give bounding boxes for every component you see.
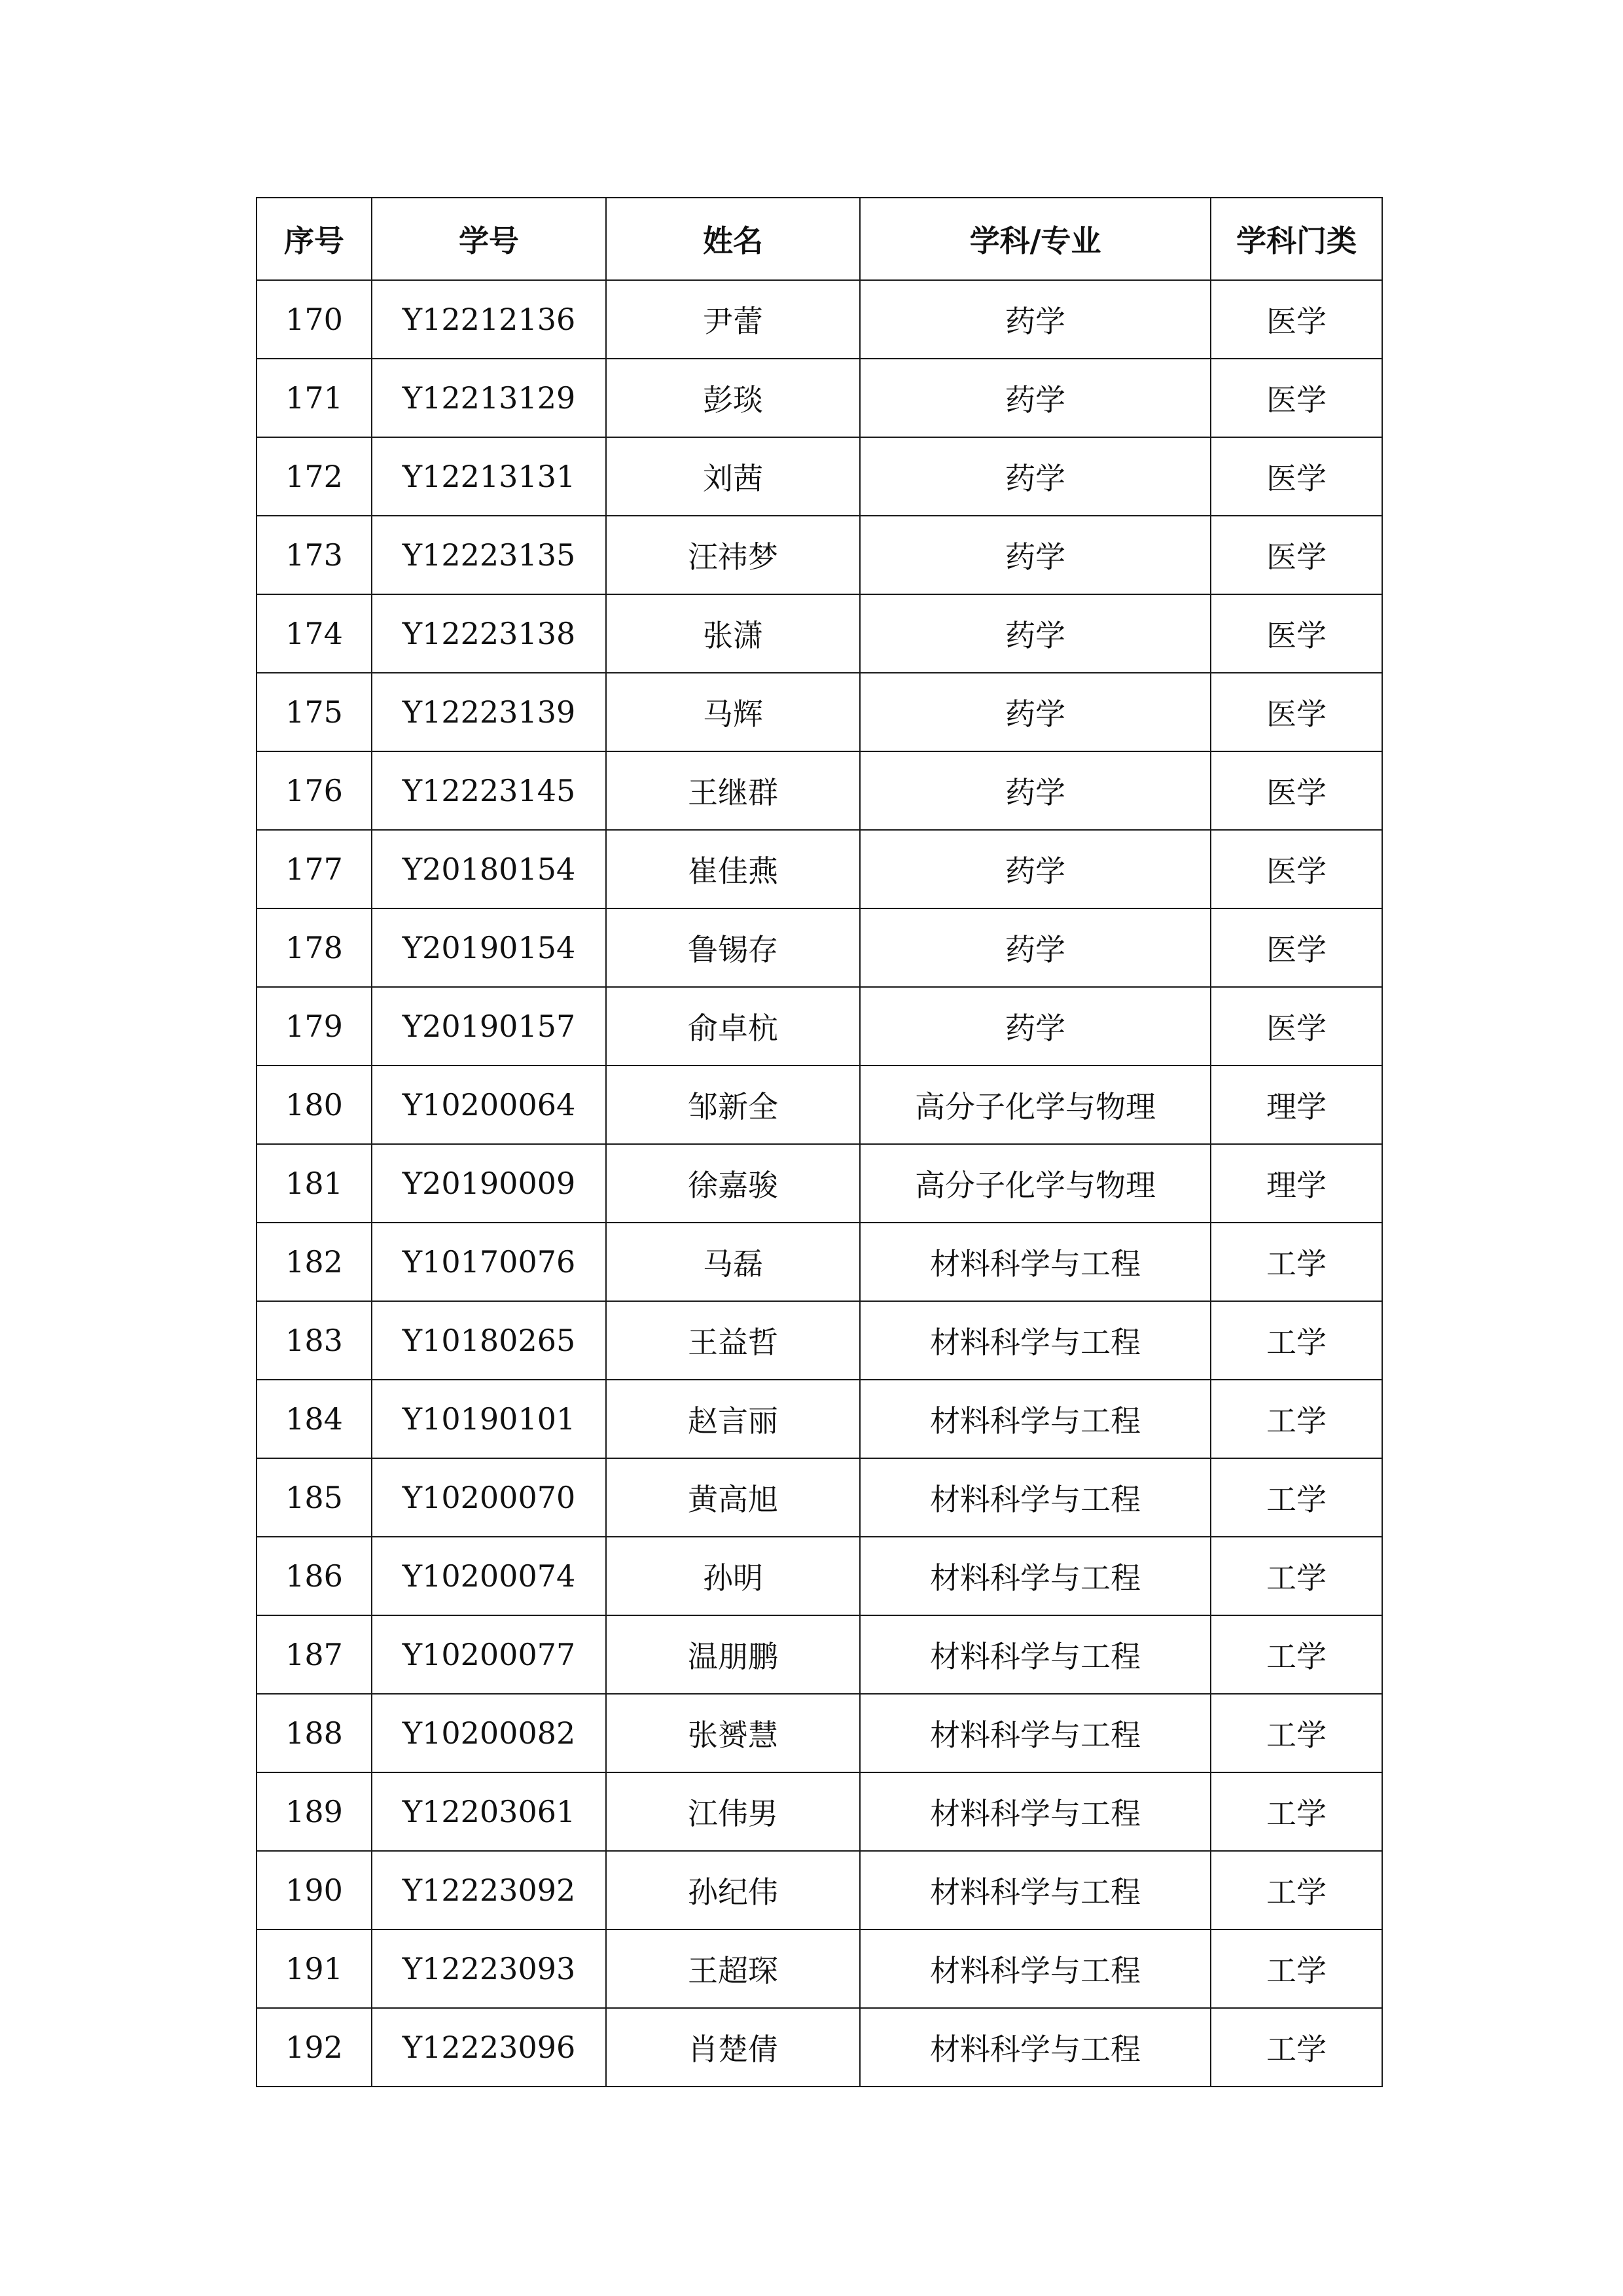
table-header <box>257 198 1382 280</box>
name-cell: 温朋鹏 <box>606 1615 860 1694</box>
major-cell: 药学 <box>860 594 1211 673</box>
table-row <box>257 437 1382 516</box>
student-id-cell: Y12223145 <box>372 751 606 830</box>
serial-number-cell: 180 <box>257 1066 372 1144</box>
category-cell: 理学 <box>1211 1144 1382 1223</box>
serial-number-cell: 182 <box>257 1223 372 1301</box>
student-id-cell: Y10200082 <box>372 1694 606 1772</box>
student-id-cell: Y10200074 <box>372 1537 606 1615</box>
serial-number-cell: 187 <box>257 1615 372 1694</box>
student-id-cell: Y10200064 <box>372 1066 606 1144</box>
category-cell: 工学 <box>1211 1851 1382 1929</box>
header-row <box>257 198 1382 280</box>
serial-number-cell: 190 <box>257 1851 372 1929</box>
category-cell: 医学 <box>1211 359 1382 437</box>
table-row <box>257 908 1382 987</box>
major-cell: 材料科学与工程 <box>860 1458 1211 1537</box>
category-cell: 医学 <box>1211 516 1382 594</box>
student-id-cell: Y12223135 <box>372 516 606 594</box>
major-cell: 材料科学与工程 <box>860 1537 1211 1615</box>
student-roster-table <box>256 197 1383 2087</box>
major-cell: 高分子化学与物理 <box>860 1066 1211 1144</box>
header-category: 学科门类 <box>1211 198 1382 280</box>
category-cell: 医学 <box>1211 830 1382 908</box>
table-row <box>257 1929 1382 2008</box>
table-row <box>257 516 1382 594</box>
header-student-id: 学号 <box>372 198 606 280</box>
major-cell: 材料科学与工程 <box>860 1772 1211 1851</box>
serial-number-cell: 189 <box>257 1772 372 1851</box>
serial-number-cell: 183 <box>257 1301 372 1380</box>
header-serial-number: 序号 <box>257 198 372 280</box>
name-cell: 邹新全 <box>606 1066 860 1144</box>
student-id-cell: Y20190157 <box>372 987 606 1066</box>
student-id-cell: Y10200070 <box>372 1458 606 1537</box>
category-cell: 工学 <box>1211 1772 1382 1851</box>
name-cell: 鲁锡存 <box>606 908 860 987</box>
student-id-cell: Y20190009 <box>372 1144 606 1223</box>
major-cell: 材料科学与工程 <box>860 1380 1211 1458</box>
table-row <box>257 2008 1382 2087</box>
student-id-cell: Y20180154 <box>372 830 606 908</box>
serial-number-cell: 186 <box>257 1537 372 1615</box>
category-cell: 工学 <box>1211 1380 1382 1458</box>
name-cell: 徐嘉骏 <box>606 1144 860 1223</box>
table-row <box>257 1223 1382 1301</box>
name-cell: 张潇 <box>606 594 860 673</box>
major-cell: 材料科学与工程 <box>860 1223 1211 1301</box>
header-major: 学科/专业 <box>860 198 1211 280</box>
name-cell: 黄高旭 <box>606 1458 860 1537</box>
student-id-cell: Y12212136 <box>372 280 606 359</box>
category-cell: 工学 <box>1211 1537 1382 1615</box>
serial-number-cell: 188 <box>257 1694 372 1772</box>
name-cell: 马磊 <box>606 1223 860 1301</box>
serial-number-cell: 192 <box>257 2008 372 2087</box>
category-cell: 工学 <box>1211 1223 1382 1301</box>
table-row <box>257 1380 1382 1458</box>
table-row <box>257 1537 1382 1615</box>
table-row <box>257 1694 1382 1772</box>
serial-number-cell: 175 <box>257 673 372 751</box>
major-cell: 高分子化学与物理 <box>860 1144 1211 1223</box>
major-cell: 药学 <box>860 673 1211 751</box>
student-id-cell: Y12223093 <box>372 1929 606 2008</box>
major-cell: 材料科学与工程 <box>860 1615 1211 1694</box>
table-row <box>257 1458 1382 1537</box>
major-cell: 材料科学与工程 <box>860 1301 1211 1380</box>
name-cell: 刘茜 <box>606 437 860 516</box>
name-cell: 孙纪伟 <box>606 1851 860 1929</box>
student-id-cell: Y12223092 <box>372 1851 606 1929</box>
student-id-cell: Y12223138 <box>372 594 606 673</box>
major-cell: 材料科学与工程 <box>860 1929 1211 2008</box>
category-cell: 工学 <box>1211 2008 1382 2087</box>
major-cell: 材料科学与工程 <box>860 1851 1211 1929</box>
table-row <box>257 987 1382 1066</box>
student-id-cell: Y10170076 <box>372 1223 606 1301</box>
category-cell: 工学 <box>1211 1929 1382 2008</box>
student-id-cell: Y12223139 <box>372 673 606 751</box>
serial-number-cell: 178 <box>257 908 372 987</box>
student-id-cell: Y10180265 <box>372 1301 606 1380</box>
student-id-cell: Y10190101 <box>372 1380 606 1458</box>
name-cell: 俞卓杭 <box>606 987 860 1066</box>
serial-number-cell: 177 <box>257 830 372 908</box>
category-cell: 工学 <box>1211 1458 1382 1537</box>
table-row <box>257 1851 1382 1929</box>
name-cell: 江伟男 <box>606 1772 860 1851</box>
name-cell: 肖楚倩 <box>606 2008 860 2087</box>
serial-number-cell: 179 <box>257 987 372 1066</box>
category-cell: 医学 <box>1211 594 1382 673</box>
serial-number-cell: 181 <box>257 1144 372 1223</box>
table-row <box>257 359 1382 437</box>
table-row <box>257 280 1382 359</box>
major-cell: 材料科学与工程 <box>860 1694 1211 1772</box>
major-cell: 药学 <box>860 280 1211 359</box>
table-row <box>257 751 1382 830</box>
student-id-cell: Y20190154 <box>372 908 606 987</box>
student-id-cell: Y12223096 <box>372 2008 606 2087</box>
table-row <box>257 1615 1382 1694</box>
category-cell: 工学 <box>1211 1615 1382 1694</box>
name-cell: 张赟慧 <box>606 1694 860 1772</box>
table-row <box>257 1301 1382 1380</box>
major-cell: 药学 <box>860 437 1211 516</box>
name-cell: 王超琛 <box>606 1929 860 2008</box>
major-cell: 材料科学与工程 <box>860 2008 1211 2087</box>
serial-number-cell: 171 <box>257 359 372 437</box>
category-cell: 工学 <box>1211 1694 1382 1772</box>
table-row <box>257 594 1382 673</box>
serial-number-cell: 184 <box>257 1380 372 1458</box>
category-cell: 医学 <box>1211 673 1382 751</box>
major-cell: 药学 <box>860 359 1211 437</box>
serial-number-cell: 191 <box>257 1929 372 2008</box>
table-row <box>257 1772 1382 1851</box>
name-cell: 王益哲 <box>606 1301 860 1380</box>
serial-number-cell: 172 <box>257 437 372 516</box>
category-cell: 工学 <box>1211 1301 1382 1380</box>
table-row <box>257 673 1382 751</box>
major-cell: 药学 <box>860 987 1211 1066</box>
category-cell: 医学 <box>1211 437 1382 516</box>
name-cell: 彭琰 <box>606 359 860 437</box>
name-cell: 汪祎梦 <box>606 516 860 594</box>
name-cell: 王继群 <box>606 751 860 830</box>
category-cell: 医学 <box>1211 908 1382 987</box>
name-cell: 尹蕾 <box>606 280 860 359</box>
major-cell: 药学 <box>860 830 1211 908</box>
serial-number-cell: 176 <box>257 751 372 830</box>
table-row <box>257 830 1382 908</box>
major-cell: 药学 <box>860 516 1211 594</box>
major-cell: 药学 <box>860 751 1211 830</box>
table-row <box>257 1144 1382 1223</box>
serial-number-cell: 173 <box>257 516 372 594</box>
header-name: 姓名 <box>606 198 860 280</box>
serial-number-cell: 170 <box>257 280 372 359</box>
name-cell: 马辉 <box>606 673 860 751</box>
serial-number-cell: 185 <box>257 1458 372 1537</box>
name-cell: 孙明 <box>606 1537 860 1615</box>
student-id-cell: Y12203061 <box>372 1772 606 1851</box>
category-cell: 理学 <box>1211 1066 1382 1144</box>
serial-number-cell: 174 <box>257 594 372 673</box>
category-cell: 医学 <box>1211 751 1382 830</box>
table-row <box>257 1066 1382 1144</box>
student-id-cell: Y12213129 <box>372 359 606 437</box>
major-cell: 药学 <box>860 908 1211 987</box>
category-cell: 医学 <box>1211 280 1382 359</box>
student-id-cell: Y12213131 <box>372 437 606 516</box>
name-cell: 崔佳燕 <box>606 830 860 908</box>
category-cell: 医学 <box>1211 987 1382 1066</box>
table-body <box>257 280 1382 2087</box>
student-id-cell: Y10200077 <box>372 1615 606 1694</box>
name-cell: 赵言丽 <box>606 1380 860 1458</box>
